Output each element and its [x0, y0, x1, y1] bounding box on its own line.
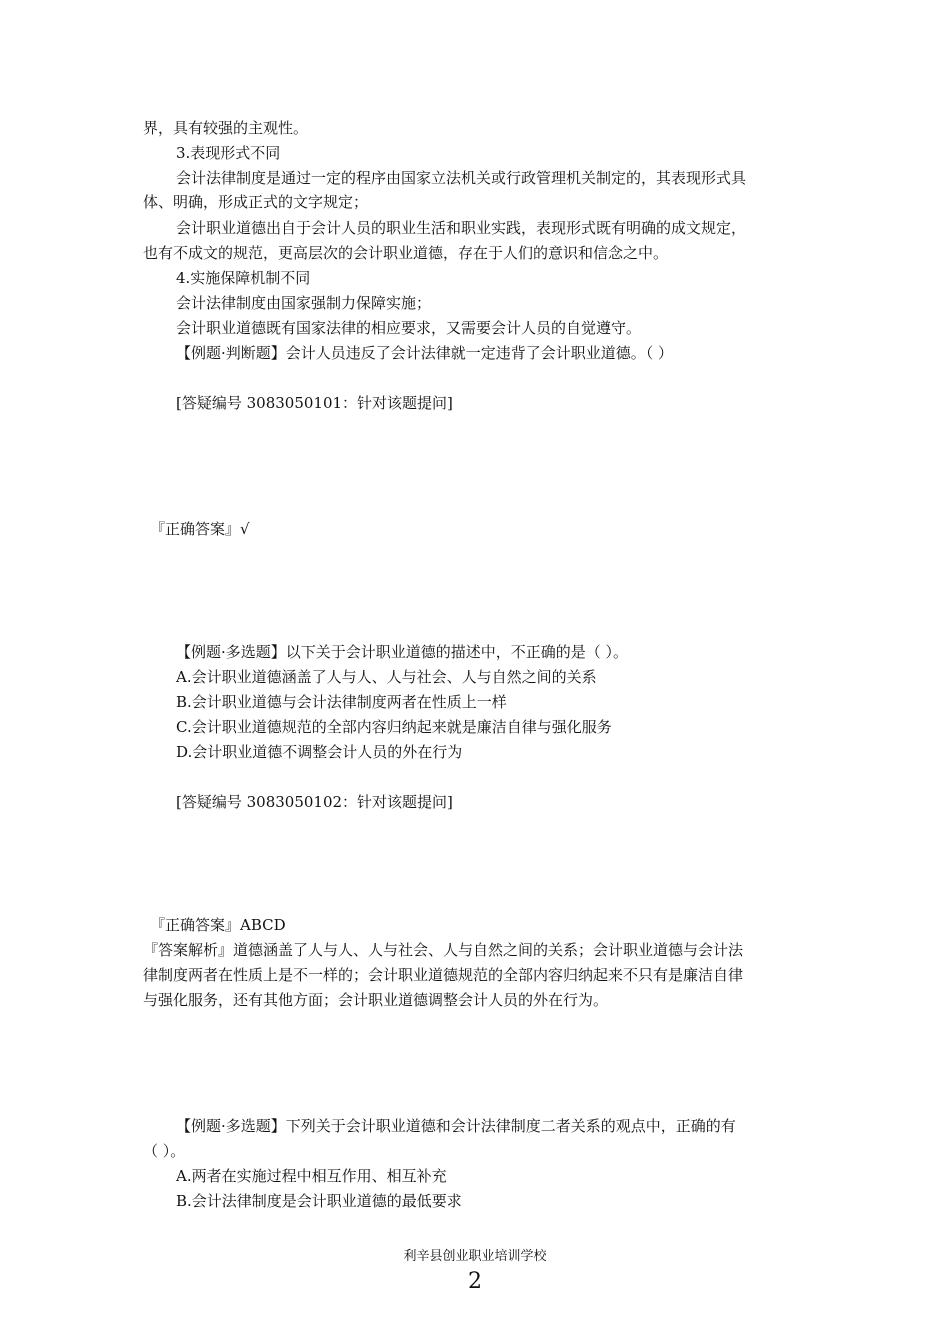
example-question: 【例题·判断题】会计人员违反了会计法律就一定违背了会计职业道德。（ ） [176, 344, 674, 362]
option-a: A.会计职业道德涵盖了人与人、人与社会、人与自然之间的关系 [176, 668, 597, 686]
page-number: 2 [468, 1269, 482, 1294]
text-line: 也有不成文的规范，更高层次的会计职业道德，存在于人们的意识和信念之中。 [143, 244, 669, 262]
text-line: 会计法律制度由国家强制力保障实施； [176, 294, 432, 312]
correct-answer: 『正确答案』√ [150, 520, 250, 538]
text-line: 会计职业道德出自于会计人员的职业生活和职业实践，表现形式既有明确的成文规定， [176, 219, 747, 237]
option-d: D.会计职业道德不调整会计人员的外在行为 [176, 743, 463, 761]
example-question: 【例题·多选题】以下关于会计职业道德的描述中，不正确的是（ ）。 [176, 643, 629, 661]
option-c: C.会计职业道德规范的全部内容归纳起来就是廉洁自律与强化服务 [176, 718, 612, 736]
text-line: 体、明确，形成正式的文字规定； [143, 193, 369, 211]
section-heading: 4.实施保障机制不同 [176, 269, 311, 287]
footer-school-name: 利辛县创业职业培训学校 [403, 1249, 547, 1264]
section-heading: 3.表现形式不同 [176, 144, 281, 162]
question-link[interactable]: [答疑编号 3083050102：针对该题提问] [176, 793, 453, 811]
text-line: 与强化服务，还有其他方面；会计职业道德调整会计人员的外在行为。 [143, 991, 609, 1009]
option-b: B.会计法律制度是会计职业道德的最低要求 [176, 1192, 462, 1210]
option-b: B.会计职业道德与会计法律制度两者在性质上一样 [176, 693, 507, 711]
example-question: 【例题·多选题】下列关于会计职业道德和会计法律制度二者关系的观点中，正确的有 [176, 1117, 736, 1135]
text-line: 会计法律制度是通过一定的程序由国家立法机关或行政管理机关制定的，其表现形式具 [176, 169, 747, 187]
correct-answer: 『正确答案』ABCD [150, 916, 286, 934]
question-link[interactable]: [答疑编号 3083050101：针对该题提问] [176, 394, 453, 412]
text-line: 律制度两者在性质上是不一样的；会计职业道德规范的全部内容归纳起来不只有是廉洁自律 [143, 966, 744, 984]
option-a: A.两者在实施过程中相互作用、相互补充 [176, 1167, 447, 1185]
text-line: （ ）。 [143, 1142, 186, 1160]
text-line: 界，具有较强的主观性。 [143, 119, 309, 137]
text-line: 会计职业道德既有国家法律的相应要求，又需要会计人员的自觉遵守。 [176, 319, 642, 337]
answer-analysis: 『答案解析』道德涵盖了人与人、人与社会、人与自然之间的关系；会计职业道德与会计法 [143, 941, 744, 959]
